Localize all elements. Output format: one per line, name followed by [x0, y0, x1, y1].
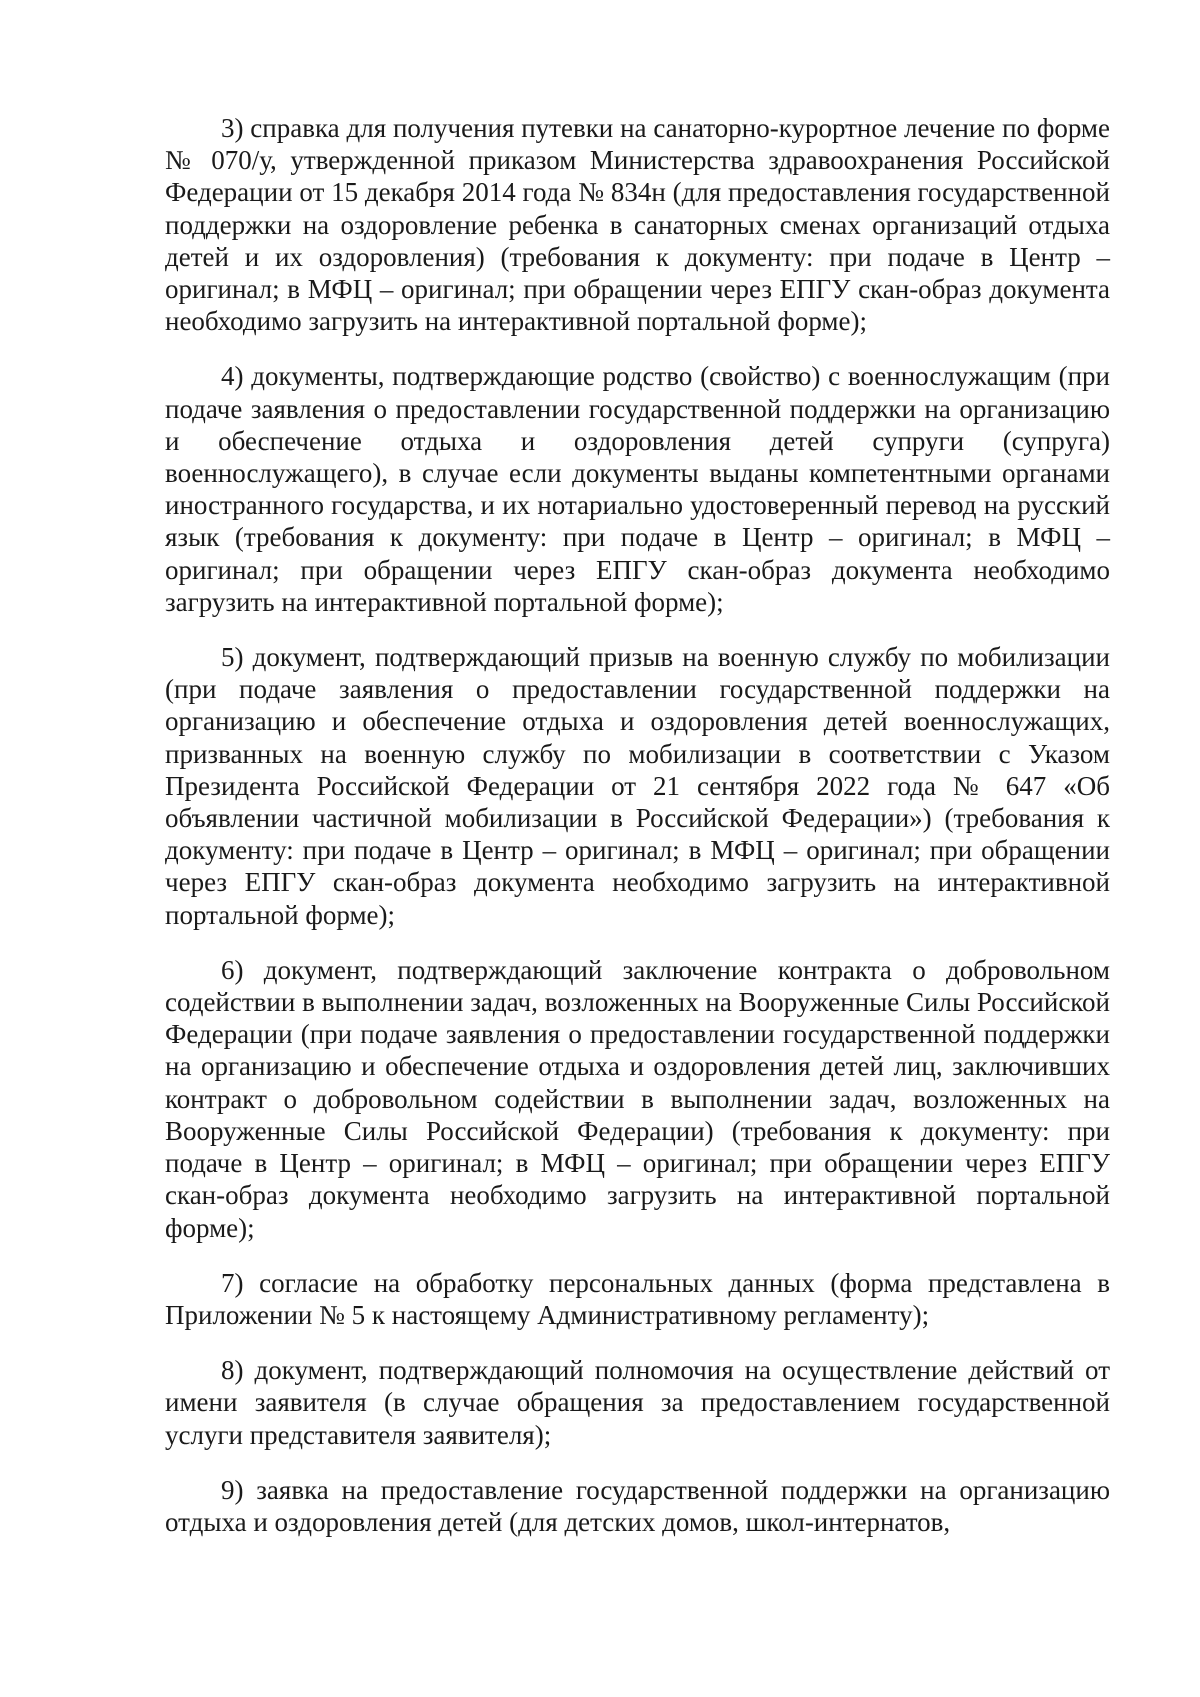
paragraph-item-8: 8) документ, подтверждающий полномочия на осуществление действий от имени заявителя (в случае обращения за предоставлением государственной услуги представителя заявителя);	[165, 1355, 1110, 1450]
paragraph-item-9: 9) заявка на предоставление государственной поддержки на организацию отдыха и оздоровления детей (для детских домов, школ-интернатов,	[165, 1474, 1110, 1537]
paragraph-item-6: 6) документ, подтверждающий заключение контракта о добровольном содействии в выполнении задач, возложенных на Вооруженные Силы Российской Федерации (при подаче заявления о предоставлении государственной поддержки на организацию и обеспечение отдыха и оздоровления детей лиц, заключивших контракт о добровольном содействии в выполнении задач, возложенных на Вооруженные Силы Российской Федерации) (требования к документу: при подаче в Центр – оригинал; в МФЦ – оригинал; при обращении через ЕПГУ скан-образ документа необходимо загрузить на интерактивной портальной форме);	[165, 954, 1110, 1243]
paragraph-item-3: 3) справка для получения путевки на санаторно-курортное лечение по форме № 070/у, утвержденной приказом Министерства здравоохранения Российской Федерации от 15 декабря 2014 года № 834н (для предоставления государственной поддержки на оздоровление ребенка в санаторных сменах организаций отдыха детей и их оздоровления) (требования к документу: при подаче в Центр – оригинал; в МФЦ – оригинал; при обращении через ЕПГУ скан-образ документа необходимо загрузить на интерактивной портальной форме);	[165, 113, 1110, 337]
paragraph-item-7: 7) согласие на обработку персональных данных (форма представлена в Приложении № 5 к настоящему Административному регламенту);	[165, 1267, 1110, 1330]
paragraph-item-5: 5) документ, подтверждающий призыв на военную службу по мобилизации (при подаче заявления о предоставлении государственной поддержки на организацию и обеспечение отдыха и оздоровления детей военнослужащих, призванных на военную службу по мобилизации в соответствии с Указом Президента Российской Федерации от 21 сентября 2022 года № 647 «Об объявлении частичной мобилизации в Российской Федерации») (требования к документу: при подаче в Центр – оригинал; в МФЦ – оригинал; при обращении через ЕПГУ скан-образ документа необходимо загрузить на интерактивной портальной форме);	[165, 642, 1110, 930]
document-body	[165, 112, 1110, 1538]
paragraph-item-4: 4) документы, подтверждающие родство (свойство) с военнослужащим (при подаче заявления о предоставлении государственной поддержки на организацию и обеспечение отдыха и оздоровления детей супруги (супруга) военнослужащего), в случае если документы выданы компетентными органами иностранного государства, и их нотариально удостоверенный перевод на русский язык (требования к документу: при подаче в Центр – оригинал; в МФЦ – оригинал; при обращении через ЕПГУ скан-образ документа необходимо загрузить на интерактивной портальной форме);	[165, 361, 1110, 617]
